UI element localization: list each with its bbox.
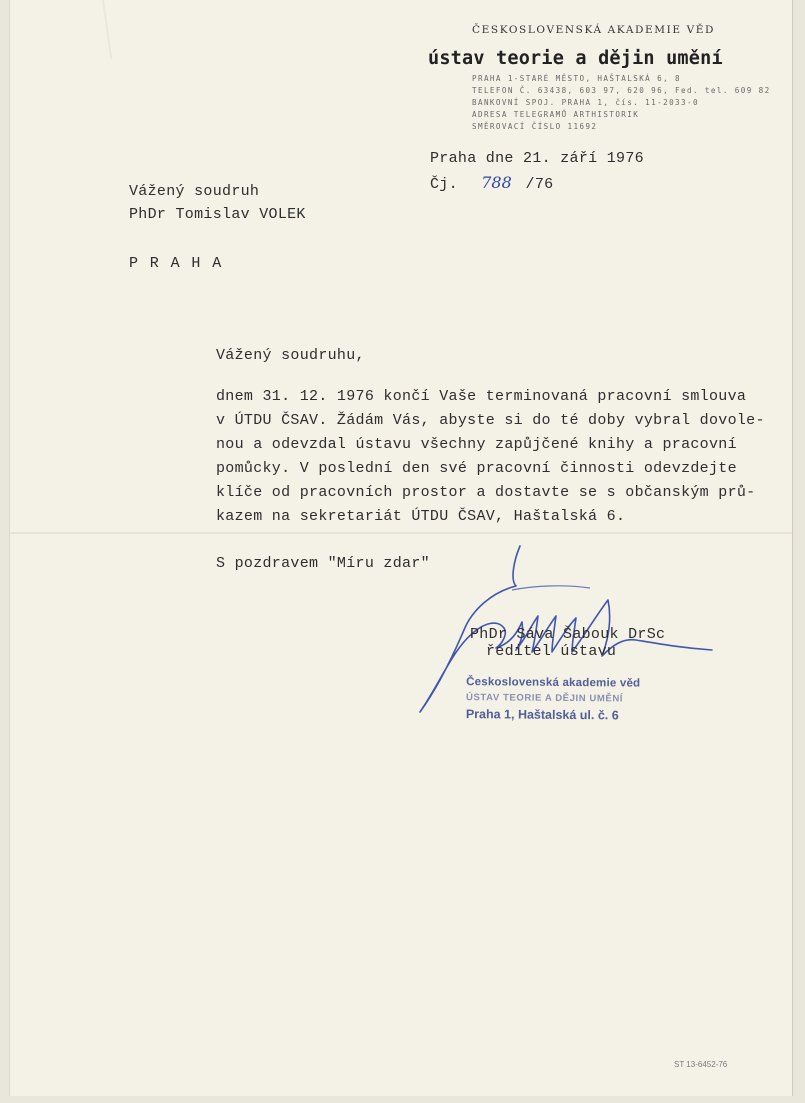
stamp-line: ÚSTAV TEORIE A DĚJIN UMĚNÍ	[465, 692, 624, 705]
stamp-line: Praha 1, Haštalská ul. č. 6	[465, 707, 619, 723]
telegram-line: ADRESA TELEGRAMŮ ARTHISTORIK	[472, 110, 640, 119]
body-line: pomůcky. V poslední den své pracovní činnosti odevzdejte	[216, 460, 737, 477]
reference-prefix: Čj.	[430, 176, 458, 193]
body-line: nou a odevzdal ústavu všechny zapůjčené knihy a pracovní	[216, 436, 737, 453]
postal-code-line: SMĚROVACÍ ČÍSLO 11692	[472, 122, 598, 131]
greeting: Vážený soudruhu,	[216, 347, 365, 364]
closing-line: S pozdravem "Míru zdar"	[216, 555, 430, 572]
bank-line: BANKOVNÍ SPOJ. PRAHA 1, čís. 11-2033-0	[472, 98, 699, 107]
print-code: ST 13-6452-76	[674, 1060, 728, 1069]
institute-stamp	[466, 676, 676, 723]
body-line: klíče od pracovních prostor a dostavte se s občanským prů-	[216, 484, 756, 501]
institute-name: ústav teorie a dějin umění	[428, 48, 723, 69]
body-line: kazem na sekretariát ÚTDU ČSAV, Haštalská 6.	[216, 508, 626, 525]
signatory-name: PhDr Sáva Šabouk DrSc	[470, 626, 666, 643]
reference-suffix: /76	[525, 176, 554, 193]
stamp-line: Československá akademie věd	[466, 676, 641, 690]
body-line: v ÚTDU ČSAV. Žádám Vás, abyste si do té doby vybral dovole-	[216, 412, 765, 429]
address-line: PRAHA 1-STARÉ MĚSTO, HAŠTALSKÁ 6, 8	[472, 74, 682, 83]
recipient-city: P R A H A	[129, 255, 223, 272]
paper-fold-line	[10, 532, 792, 534]
reference-number	[430, 173, 553, 193]
reference-handwritten-number: 788	[481, 173, 512, 192]
body-line: dnem 31. 12. 1976 končí Vaše terminovaná pracovní smlouva	[216, 388, 747, 405]
phone-line: TELEFON Č. 63438, 603 97, 620 96, Fed. tel. 609 82	[472, 86, 771, 95]
recipient-name: PhDr Tomislav VOLEK	[129, 206, 306, 223]
date-line: Praha dne 21. září 1976	[430, 150, 644, 167]
organization-name: ČESKOSLOVENSKÁ AKADEMIE VĚD	[472, 24, 716, 36]
signatory-title: ředitel ústavu	[486, 643, 617, 660]
recipient-salutation: Vážený soudruh	[129, 183, 260, 200]
